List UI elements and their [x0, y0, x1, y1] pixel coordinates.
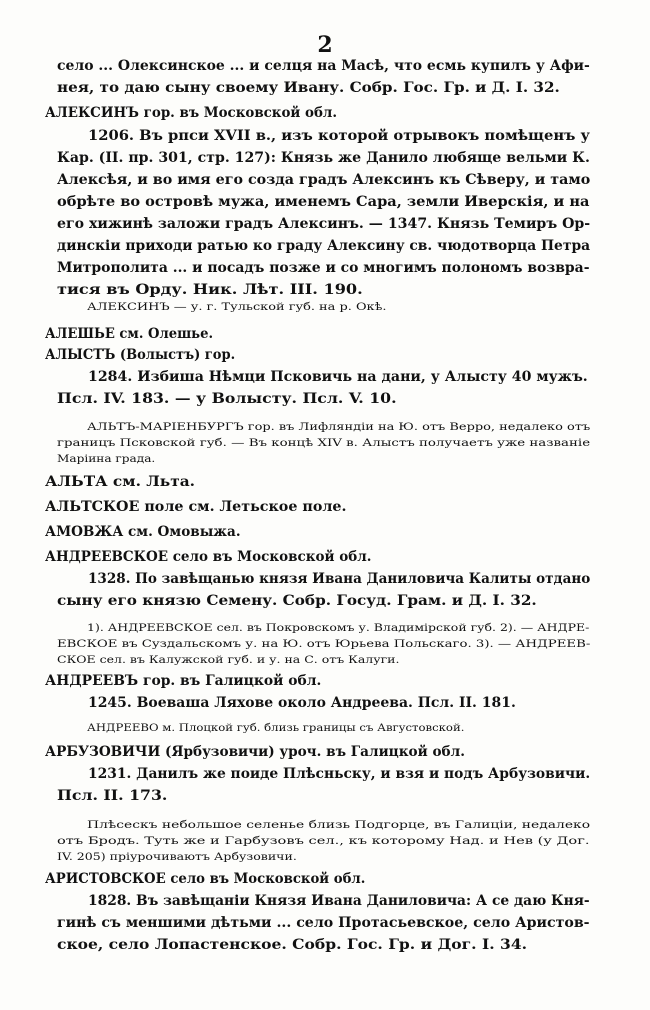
note-line: границъ Псковской губ. — Въ концѣ XIV в. Алыстъ получаетъ уже названіе: [57, 437, 591, 449]
text-line: Алексѣя, и во имя его созда градъ Алексинъ къ Сѣверу, и тамо: [57, 172, 591, 188]
note-line: Плѣсескъ небольшое селенье близь Подгорце, въ Галиціи, недалеко: [87, 819, 591, 831]
text-line: Кар. (II. пр. 301, стр. 127): Князь же Данило любяще вельми К.: [57, 150, 590, 166]
text-line: 1231. Данилъ же поиде Плѣсньску, и взя и подъ Арбузовичи.: [88, 766, 591, 782]
text-line: 1284. Избиша Нѣмци Псковичь на дани, у Алысту 40 мужъ.: [88, 369, 588, 385]
text-line: 1328. По завѣщанью князя Ивана Даниловича Калиты отдано: [88, 571, 591, 587]
note-line: отъ Бродъ. Туть же и Гарбузовъ сел., къ которому Над. и Нев (у Дог.: [57, 835, 590, 847]
note-line: 1). АНДРЕЕВСКОЕ сел. въ Покровскомъ у. Владимірской губ. 2). — АНДРЕ-: [87, 622, 590, 634]
text-line: АРИСТОВСКОЕ село въ Московской обл.: [45, 871, 366, 887]
text-line: тися въ Орду. Ник. Лѣт. III. 190.: [57, 282, 363, 298]
page-number: 2: [317, 32, 333, 58]
text-line: 1206. Въ рпси XVII в., изъ которой отрывокъ помѣщенъ у: [88, 128, 590, 144]
text-line: АЛЕКСИНЪ гор. въ Московской обл.: [45, 105, 338, 121]
text-line: ское, село Лопастенское. Собр. Гос. Гр. и Дог. I. 34.: [57, 937, 528, 953]
text-line: АЛЬТА см. Льта.: [45, 474, 195, 490]
note-line: ЕВСКОЕ въ Суздальскомъ у. на Ю. отъ Юрьева Польскаго. 3). — АНДРЕЕВ-: [57, 638, 591, 650]
note-line: АНДРЕЕВО м. Плоцкой губ. близь границы съ Августовской.: [87, 722, 465, 734]
text-line: гинѣ съ меншими дѣтьми ... село Протасьевское, село Аристов-: [57, 915, 590, 931]
note-line: АЛЬТЪ-МАРIЕНБУРГЪ гор. въ Лифляндіи на Ю. отъ Верро, недалеко отъ: [87, 421, 591, 433]
text-line: АРБУЗОВИЧИ (Ярбузовичи) уроч. въ Галицкой обл.: [45, 744, 465, 760]
text-line: Митрополита ... и посадъ позже и со многимъ полономъ возвра-: [57, 260, 590, 276]
text-line: Псл. IV. 183. — у Волысту. Псл. V. 10.: [57, 391, 397, 407]
text-line: обрѣте во островѣ мужа, именемъ Сара, земли Иверскія, и на: [57, 194, 590, 210]
text-line: сыну его князю Семену. Собр. Госуд. Грам. и Д. I. 32.: [57, 593, 537, 609]
text-line: село ... Олексинское ... и селця на Масѣ, что есмь купилъ у Афи-: [57, 58, 590, 74]
text-line: АНДРЕЕВЪ гор. въ Галицкой обл.: [45, 673, 322, 689]
text-line: АЛЫСТЪ (Волыстъ) гор.: [45, 347, 236, 363]
note-line: Маріина града.: [57, 453, 156, 465]
text-line: АЛЬТСКОЕ поле см. Летьское поле.: [45, 499, 347, 515]
text-line: 1828. Въ завѣщанiи Князя Ивана Даниловича: А се даю Кня-: [88, 893, 590, 909]
note-line: АЛЕКСИНЪ — у. г. Тульской губ. на р. Окѣ.: [87, 301, 387, 313]
text-line: 1245. Воеваша Ляхове около Андреева. Псл. II. 181.: [88, 695, 516, 711]
text-line: Псл. II. 173.: [57, 788, 168, 804]
text-line: АНДРЕЕВСКОЕ село въ Московской обл.: [45, 549, 372, 565]
text-line: АМОВЖА см. Омовыжа.: [45, 524, 241, 540]
text-line: АЛЕШЬЕ см. Олешье.: [45, 326, 214, 342]
text-line: динскiи приходи ратью ко граду Алексину св. чюдотворца Петра: [57, 238, 591, 254]
note-line: СКОЕ сел. въ Калужской губ. и у. на С. отъ Калуги.: [57, 654, 400, 666]
text-line: нея, то даю сыну своему Ивану. Собр. Гос. Гр. и Д. I. 32.: [57, 80, 560, 96]
text-line: его хижинѣ заложи градъ Алексинъ. — 1347. Князь Темиръ Ор-: [57, 216, 591, 232]
note-line: IV. 205) пріурочиваютъ Арбузовичи.: [57, 851, 297, 863]
